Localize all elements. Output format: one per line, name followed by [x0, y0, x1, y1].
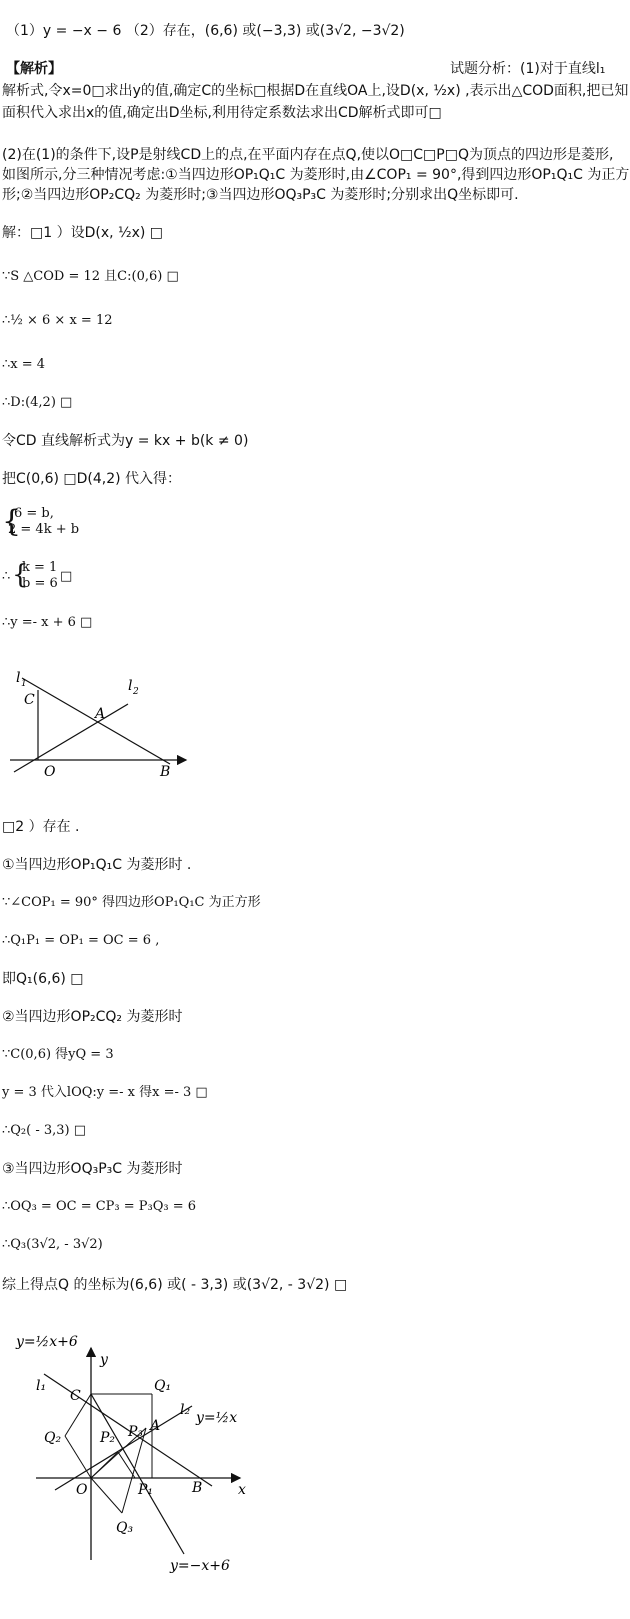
label-x-axis: x: [238, 1482, 246, 1498]
label-y-axis: y: [100, 1352, 108, 1368]
analysis-header: 【解析】: [6, 61, 62, 77]
part2-line-11: ∴OQ₃ = OC = CP₃ = P₃Q₃ = 6: [2, 1199, 197, 1214]
label-l2-sub: 2: [133, 687, 139, 697]
analysis-line-2c: 形;②当四边形OP₂CQ₂ 为菱形时;③当四边形OQ₃P₃C 为菱形时;分别求出Q坐标即可.: [2, 187, 519, 203]
label-l1: l₁: [36, 1378, 47, 1394]
solution-line-5: ∴D:(4,2) □: [2, 395, 73, 410]
system-eq-3: k = 1: [22, 560, 58, 575]
label-eq-bottom: y=−x+6: [170, 1558, 230, 1574]
solution-line-10: ∴y =- x + 6 □: [2, 615, 93, 630]
part2-line-10: ③当四边形OQ₃P₃C 为菱形时: [2, 1161, 183, 1177]
label-l1: l: [16, 670, 21, 686]
label-q2: Q₂: [44, 1430, 62, 1446]
left-brace: {: [2, 504, 22, 539]
label-p1: P₁: [138, 1482, 154, 1498]
label-l1-sub: 1: [21, 679, 27, 689]
analysis-line-2a: (2)在(1)的条件下,设P是射线CD上的点,在平面内存在点Q,使以O□C□P□Q为顶点的四边形是菱形,: [2, 147, 614, 163]
label-l2: l₂: [180, 1402, 191, 1418]
label-p3: P₃: [128, 1424, 144, 1440]
part2-line-6: ②当四边形OP₂CQ₂ 为菱形时: [2, 1009, 183, 1025]
line-l2: [14, 704, 128, 772]
part2-line-9: ∴Q₂( - 3,3) □: [2, 1123, 87, 1138]
part2-line-7: ∵C(0,6) 得yQ = 3: [2, 1047, 114, 1062]
figure-2: [0, 1318, 260, 1578]
label-p2: P₂: [100, 1430, 116, 1446]
label-a: A: [95, 706, 106, 722]
segment-p3-q3: [122, 1428, 146, 1513]
solution-line-1: 解：□1 ）设D(x, ½x) □: [2, 225, 164, 241]
analysis-line-1b: 面积代入求出x的值,确定出D坐标,利用待定系数法求出CD解析式即可□: [2, 105, 442, 121]
part2-line-8: y = 3 代入lOQ:y =- x 得x =- 3 □: [2, 1085, 208, 1100]
part2-line-3: ∵∠COP₁ = 90° 得四边形OP₁Q₁C 为正方形: [2, 895, 261, 910]
figure-1: [0, 660, 200, 780]
solution-line-7: 把C(0,6) □D(4,2) 代入得：: [2, 471, 182, 487]
label-o: O: [44, 764, 56, 780]
segment-o-q3: [91, 1478, 122, 1513]
analysis-line-1a: 解析式,令x=0□求出y的值,确定C的坐标□根据D在直线OA上,设D(x, ½x) ,表示出△COD面积,把已知: [2, 83, 629, 99]
solution-line-3: ∴½ × 6 × x = 12: [2, 313, 113, 328]
part2-line-5: 即Q₁(6,6) □: [2, 971, 84, 987]
label-l2: l: [128, 678, 133, 694]
equation-system-2: [2, 560, 82, 596]
label-b: B: [192, 1480, 203, 1496]
equation-system-1: [2, 506, 82, 542]
label-eq-top: y=½x+6: [16, 1334, 78, 1350]
answer-line: （1）y = −x − 6 （2）存在，(6,6) 或(−3,3) 或(3√2, −3√2): [6, 23, 405, 39]
part2-line-12: ∴Q₃(3√2, - 3√2): [2, 1237, 103, 1252]
label-c: C: [70, 1388, 81, 1404]
line-y-neg-x-plus-6: [91, 1394, 184, 1554]
solution-line-6: 令CD 直线解析式为y = kx + b(k ≠ 0): [2, 433, 249, 449]
label-c: C: [24, 692, 35, 708]
solution-line-2: ∵S △COD = 12 且C:(0,6) □: [2, 269, 179, 284]
system-end-mark: □: [60, 569, 73, 584]
part2-line-1: □2 ）存在 .: [2, 819, 80, 835]
part2-line-2: ①当四边形OP₁Q₁C 为菱形时 .: [2, 857, 192, 873]
label-b: B: [160, 764, 171, 780]
analysis-right: 试题分析：(1)对于直线l₁: [450, 61, 606, 77]
left-brace: {: [12, 560, 29, 590]
label-a: A: [150, 1418, 161, 1434]
part2-line-4: ∴Q₁P₁ = OP₁ = OC = 6 ,: [2, 933, 160, 948]
therefore-symbol: ∴: [2, 569, 11, 584]
label-q1: Q₁: [154, 1378, 172, 1394]
segment-q2-o: [65, 1436, 91, 1478]
label-o: O: [76, 1482, 88, 1498]
system-eq-1: 6 = b,: [14, 506, 54, 521]
label-eq-right: y=½x: [196, 1410, 238, 1426]
label-q3: Q₃: [116, 1520, 134, 1536]
part2-line-13: 综上得点Q 的坐标为(6,6) 或( - 3,3) 或(3√2, - 3√2) □: [2, 1277, 348, 1293]
system-eq-2: 2 = 4k + b: [8, 522, 80, 537]
analysis-line-2b: 如图所示,分三种情况考虑:①当四边形OP₁Q₁C 为菱形时,由∠COP₁ = 90°,得到四边形OP₁Q₁C 为正方: [2, 167, 630, 183]
solution-line-4: ∴x = 4: [2, 357, 46, 372]
system-eq-4: b = 6: [22, 576, 58, 591]
